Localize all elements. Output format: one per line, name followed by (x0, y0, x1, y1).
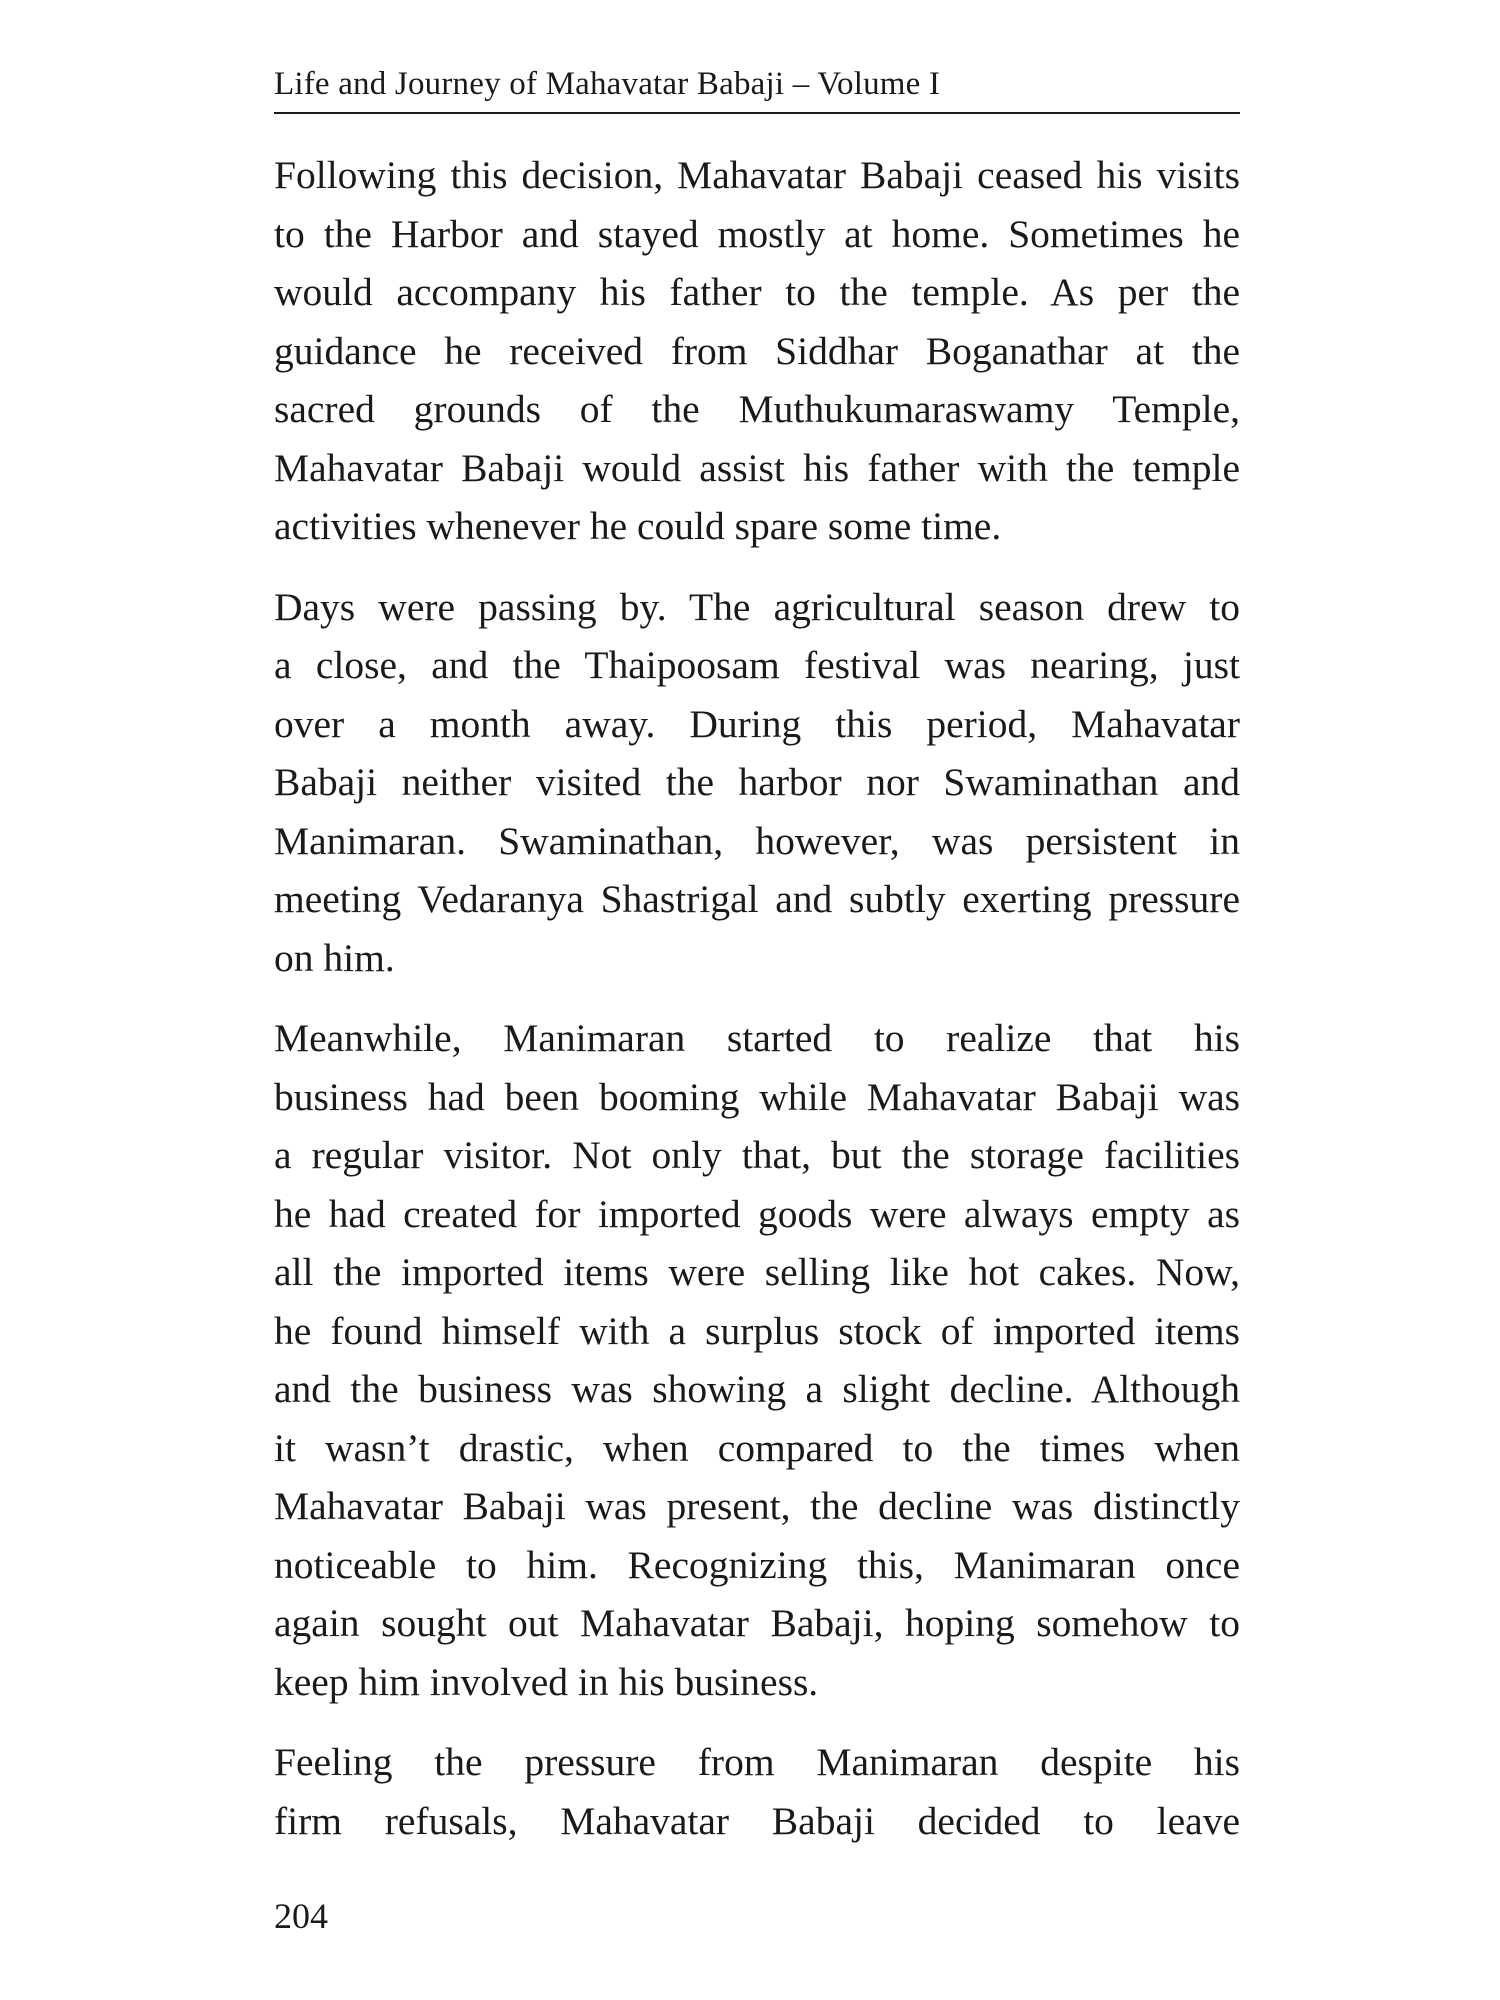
running-head (274, 62, 1240, 114)
text-line: Mahavatar Babaji would assist his father with the temple (274, 445, 1240, 490)
text-line: keep him involved in his business. (274, 1659, 819, 1704)
text-line: it wasn’t drastic, when compared to the times when (274, 1425, 1240, 1470)
text-line: over a month away. During this period, Mahavatar (274, 701, 1240, 746)
text-line: would accompany his father to the temple. As per the (274, 270, 1240, 314)
text-line: business had been booming while Mahavatar Babaji was (274, 1074, 1240, 1119)
text-line: Following this decision, Mahavatar Babaji ceased his visits (274, 153, 1240, 197)
text-line: firm refusals, Mahavatar Babaji decided to leave (274, 1798, 1240, 1843)
text-line: Babaji neither visited the harbor nor Swaminathan and (274, 760, 1240, 804)
text-line: Manimaran. Swaminathan, however, was persistent in (274, 818, 1240, 863)
paragraph-1 (274, 146, 1240, 556)
paragraph-2 (274, 578, 1240, 988)
text-line: a regular visitor. Not only that, but the storage facilities (274, 1133, 1240, 1177)
text-line: guidance he received from Siddhar Boganathar at the (274, 328, 1240, 373)
text-line: on him. (274, 935, 395, 980)
text-line: activities whenever he could spare some time. (274, 504, 1002, 548)
text-line: Feeling the pressure from Manimaran despite his (274, 1740, 1240, 1784)
text-line: meeting Vedaranya Shastrigal and subtly exerting pressure (274, 877, 1240, 921)
text-line: a close, and the Thaipoosam festival was nearing, just (274, 643, 1240, 687)
text-line: sacred grounds of the Muthukumaraswamy Temple, (274, 387, 1240, 431)
paragraph-4 (274, 1733, 1240, 1850)
page-number: 204 (274, 1896, 328, 1936)
text-line: again sought out Mahavatar Babaji, hoping somehow to (274, 1601, 1240, 1645)
text-line: all the imported items were selling like hot cakes. Now, (274, 1250, 1240, 1294)
text-line: he had created for imported goods were always empty as (274, 1191, 1240, 1236)
text-line: Mahavatar Babaji was present, the decline was distinctly (274, 1484, 1240, 1528)
text-line: he found himself with a surplus stock of imported items (274, 1308, 1240, 1353)
text-line: and the business was showing a slight decline. Although (274, 1367, 1240, 1411)
body-text (274, 146, 1240, 1872)
text-line: Meanwhile, Manimaran started to realize that his (274, 1016, 1240, 1060)
paragraph-3 (274, 1009, 1240, 1711)
book-title: Life and Journey of Mahavatar Babaji – Volume I (274, 66, 941, 102)
text-line: to the Harbor and stayed mostly at home. Sometimes he (274, 211, 1240, 256)
text-line: Days were passing by. The agricultural season drew to (274, 584, 1240, 629)
text-line: noticeable to him. Recognizing this, Manimaran once (274, 1542, 1240, 1587)
